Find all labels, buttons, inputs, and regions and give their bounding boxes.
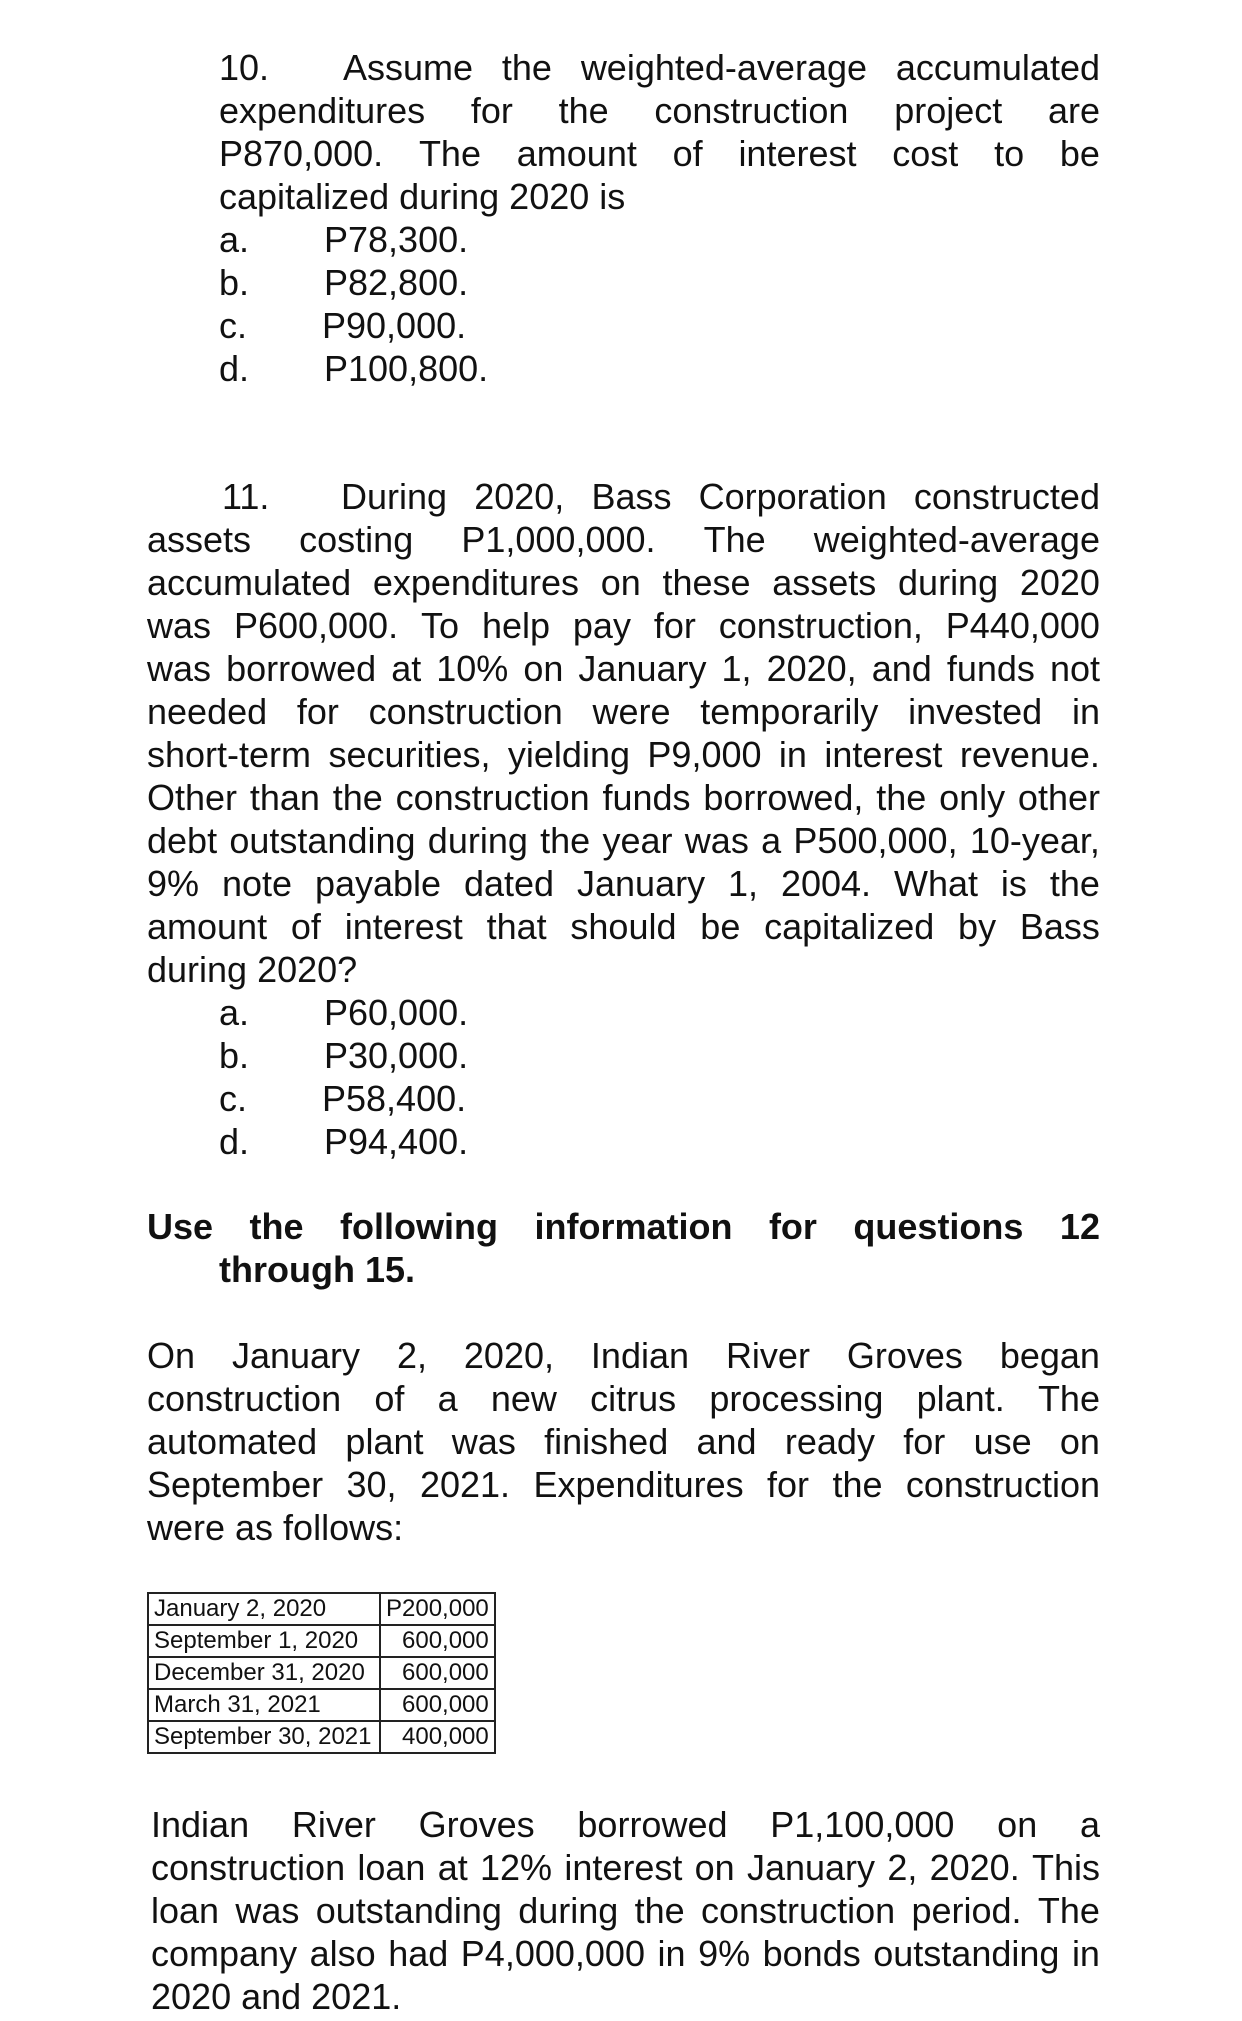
expenditure-amount: 600,000 (380, 1657, 495, 1689)
option-letter: b. (219, 1035, 250, 1076)
question-text-line: was borrowed at 10% on January 1, 2020, and funds not (147, 648, 1100, 689)
option-text: P94,400. (324, 1121, 469, 1162)
question-text-line: amount of interest that should be capitalized by Bass (147, 906, 1100, 947)
paragraph-line: 2020 and 2021. (151, 1976, 402, 2017)
option-letter: c. (219, 305, 248, 346)
option-text: P100,800. (324, 348, 489, 389)
question-text-line: During 2020, Bass Corporation constructed (341, 476, 1100, 517)
question-text-line: during 2020? (147, 949, 358, 990)
question-text-line: short-term securities, yielding P9,000 in interest revenue. (147, 734, 1100, 775)
paragraph-line: company also had P4,000,000 in 9% bonds outstanding in (151, 1933, 1100, 1974)
question-text-line: capitalized during 2020 is (219, 176, 626, 217)
option-letter: a. (219, 992, 250, 1033)
expenditure-date: January 2, 2020 (148, 1593, 380, 1625)
question-number: 11. (222, 476, 270, 517)
table-row (148, 1721, 495, 1753)
option-letter: a. (219, 219, 250, 260)
option-letter: b. (219, 262, 250, 303)
paragraph-line: September 30, 2021. Expenditures for the construction (147, 1464, 1100, 1505)
option-text: P60,000. (324, 992, 469, 1033)
option-text: P90,000. (322, 305, 467, 346)
option-letter: d. (219, 348, 250, 389)
paragraph-line: Indian River Groves borrowed P1,100,000 on a (151, 1804, 1100, 1845)
paragraph-line: automated plant was finished and ready for use on (147, 1421, 1100, 1462)
question-text-line: Assume the weighted-average accumulated (343, 47, 1100, 88)
question-text-line: was P600,000. To help pay for construction, P440,000 (147, 605, 1100, 646)
option-text: P78,300. (324, 219, 469, 260)
question-text-line: Other than the construction funds borrowed, the only other (147, 777, 1100, 818)
question-text-line: debt outstanding during the year was a P500,000, 10-year, (147, 820, 1100, 861)
expenditure-amount: 600,000 (380, 1625, 495, 1657)
question-text-line: needed for construction were temporarily invested in (147, 691, 1100, 732)
paragraph-line: loan was outstanding during the construction period. The (151, 1890, 1100, 1931)
intro-text-line: Use the following information for questions 12 (147, 1206, 1100, 1247)
option-text: P58,400. (322, 1078, 467, 1119)
table-row (148, 1689, 495, 1721)
question-number: 10. (219, 47, 270, 88)
question-text-line: expenditures for the construction project are (219, 90, 1100, 131)
expenditure-date: September 30, 2021 (148, 1721, 380, 1753)
question-text-line: 9% note payable dated January 1, 2004. What is the (147, 863, 1100, 904)
table-row (148, 1625, 495, 1657)
question-text-line: P870,000. The amount of interest cost to be (219, 133, 1100, 174)
question-text-line: assets costing P1,000,000. The weighted-average (147, 519, 1100, 560)
paragraph-line: were as follows: (147, 1507, 404, 1548)
paragraph-line: On January 2, 2020, Indian River Groves began (147, 1335, 1100, 1376)
option-letter: c. (219, 1078, 248, 1119)
expenditure-date: December 31, 2020 (148, 1657, 380, 1689)
paragraph-line: construction of a new citrus processing plant. The (147, 1378, 1100, 1419)
intro-text-line: through 15. (219, 1249, 415, 1290)
expenditures-table (147, 1592, 496, 1754)
expenditure-amount: P200,000 (380, 1593, 495, 1625)
expenditure-date: March 31, 2021 (148, 1689, 380, 1721)
table-row (148, 1657, 495, 1689)
expenditure-amount: 400,000 (380, 1721, 495, 1753)
expenditure-amount: 600,000 (380, 1689, 495, 1721)
option-letter: d. (219, 1121, 250, 1162)
table-row (148, 1593, 495, 1625)
option-text: P82,800. (324, 262, 469, 303)
paragraph-line: construction loan at 12% interest on January 2, 2020. This (151, 1847, 1100, 1888)
option-text: P30,000. (324, 1035, 469, 1076)
expenditure-date: September 1, 2020 (148, 1625, 380, 1657)
question-text-line: accumulated expenditures on these assets during 2020 (147, 562, 1100, 603)
